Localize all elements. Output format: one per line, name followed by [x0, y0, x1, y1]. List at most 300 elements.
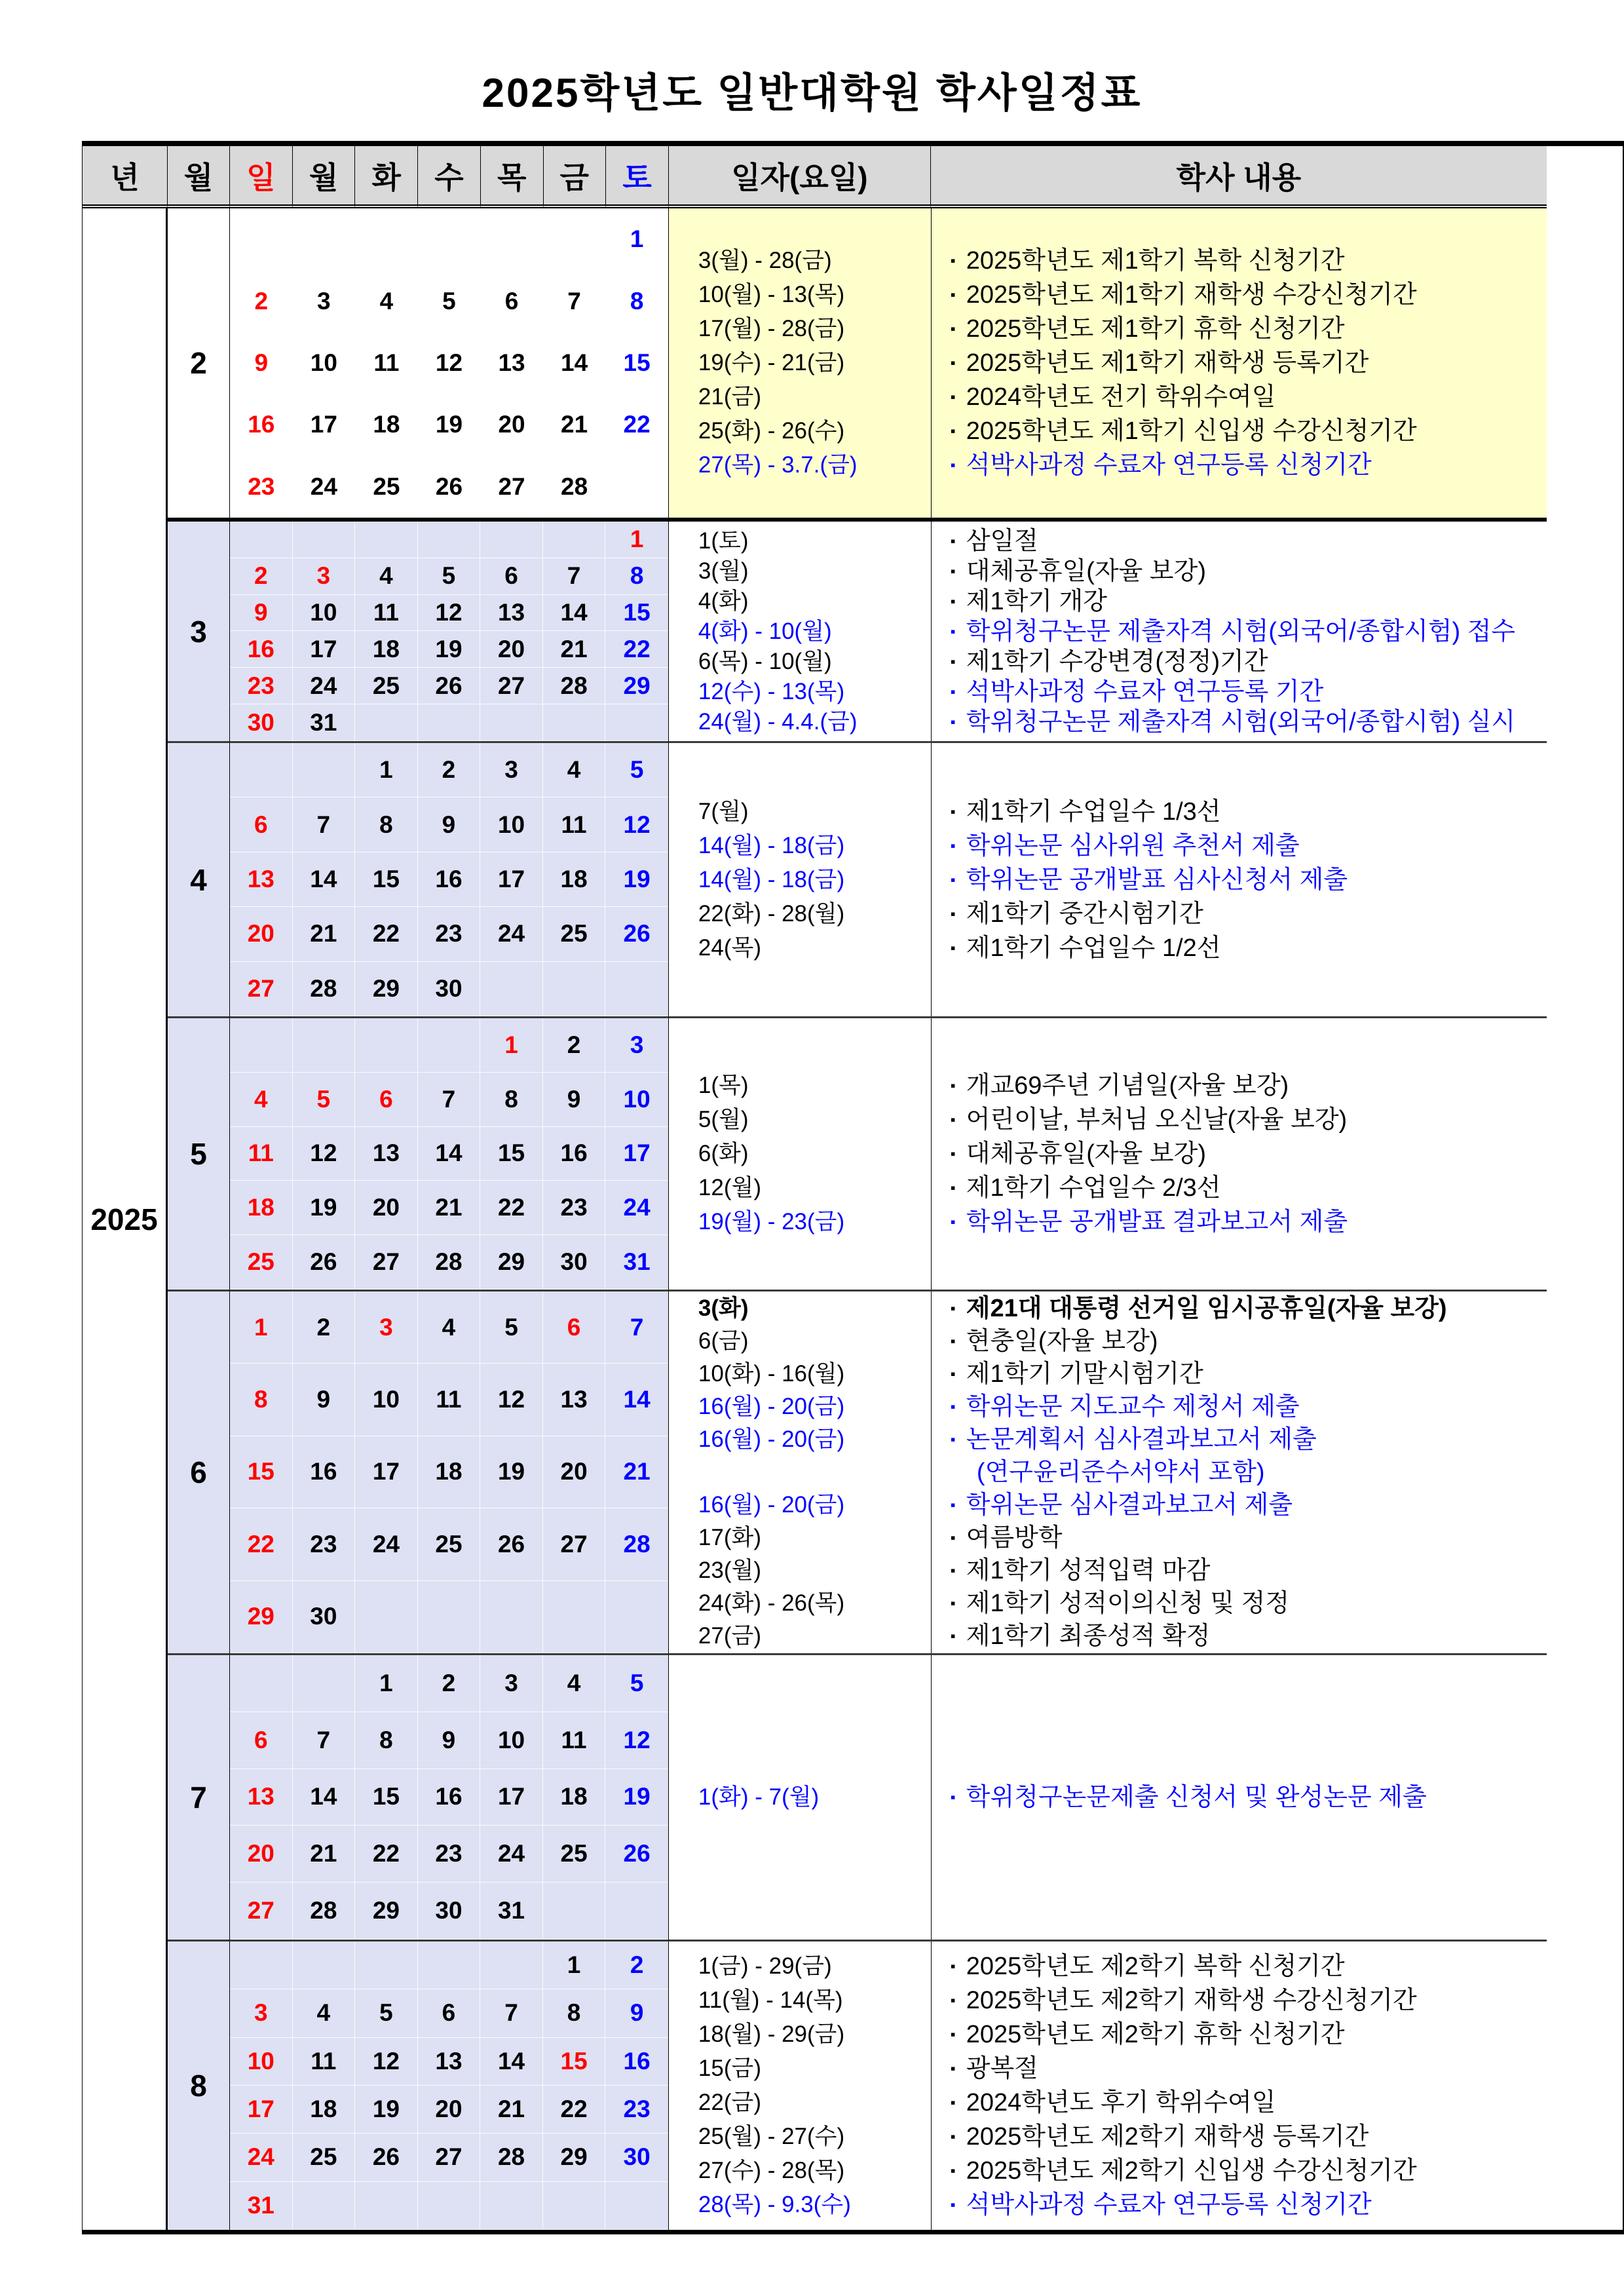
day-cell: 6 [418, 1989, 481, 2037]
day-cell: 15 [623, 349, 651, 376]
item-text: 제1학기 기말시험기간 [966, 1360, 1203, 1388]
header-content: 학사 내용 [931, 146, 1547, 208]
item-line [951, 795, 1547, 829]
day-cell: 9 [230, 595, 293, 632]
header-day-6: 토 [606, 146, 669, 208]
header-year: 년 [83, 146, 168, 208]
day-cell: 21 [605, 1436, 668, 1508]
bullet-square-icon: ▪ [950, 1333, 956, 1349]
calendar-cell-5 [230, 1018, 669, 1292]
day-cell: 27 [230, 962, 293, 1016]
day-cell: 27 [480, 668, 543, 704]
bullet-square-icon: ▪ [950, 713, 956, 730]
day-cell: 10 [480, 797, 543, 852]
item-content [931, 380, 1547, 414]
day-cell: 25 [418, 1508, 481, 1580]
item-text: 2025학년도 제2학기 휴학 신청기간 [966, 2021, 1345, 2048]
day-cell: 16 [543, 1127, 606, 1181]
day-cell [543, 1883, 606, 1940]
day-cell: 17 [480, 852, 543, 907]
bullet-square-icon: ▪ [950, 532, 956, 549]
schedule-item [669, 1171, 1547, 1205]
day-cell: 12 [293, 1127, 356, 1181]
schedule-cell-2 [669, 208, 1547, 522]
schedule-item [669, 2154, 1547, 2188]
item-date: 18(월) - 29(금) [698, 2021, 845, 2047]
item-text: 학위논문 심사위원 추천서 제출 [966, 832, 1300, 860]
day-cell: 9 [254, 349, 269, 376]
item-text: 학위논문 심사결과보고서 제출 [966, 1491, 1293, 1519]
item-text: 논문계획서 심사결과보고서 제출 [966, 1426, 1317, 1453]
calendar-cell-2 [230, 208, 669, 522]
schedule-item [669, 1423, 1547, 1489]
day-cell: 21 [293, 1826, 356, 1883]
item-date: 17(화) [698, 1525, 761, 1550]
day-cell: 5 [418, 558, 481, 595]
item-text: 2025학년도 제2학기 재학생 수강신청기간 [966, 1987, 1417, 2014]
bullet-square-icon: ▪ [950, 1145, 956, 1162]
item-line [951, 931, 1547, 965]
item-content [931, 1949, 1547, 1983]
day-cell: 20 [230, 1826, 293, 1883]
item-line [951, 1325, 1547, 1358]
day-cell: 20 [230, 907, 293, 961]
day-cell: 8 [355, 1712, 418, 1769]
bullet-square-icon: ▪ [950, 653, 956, 670]
day-cell: 13 [230, 852, 293, 907]
item-text: 여름방학 [966, 1524, 1063, 1552]
schedule-item [669, 448, 1547, 482]
day-cell: 26 [435, 472, 463, 500]
day-cell: 4 [543, 743, 606, 797]
day-cell: 26 [293, 1235, 356, 1290]
bullet-square-icon: ▪ [950, 1077, 956, 1094]
day-cell: 30 [418, 1883, 481, 1940]
day-cell: 6 [480, 558, 543, 595]
day-cell: 17 [293, 631, 356, 668]
day-cell: 14 [605, 1364, 668, 1436]
day-cell: 31 [230, 2182, 293, 2230]
day-cell: 10 [310, 349, 337, 376]
item-content [931, 829, 1547, 863]
day-cell: 24 [605, 1181, 668, 1235]
item-content [931, 2154, 1547, 2188]
day-cell: 9 [605, 1989, 668, 2037]
item-date: 25(월) - 27(수) [698, 2124, 845, 2149]
day-cell: 30 [418, 962, 481, 1016]
day-cell: 2 [543, 1018, 606, 1073]
day-cell [355, 704, 418, 741]
day-cell: 3 [317, 287, 331, 315]
day-cell: 31 [605, 1235, 668, 1290]
day-cell: 10 [355, 1364, 418, 1436]
schedule-item [669, 1137, 1547, 1171]
day-cell: 14 [543, 595, 606, 632]
day-cell: 19 [418, 631, 481, 668]
bullet-square-icon: ▪ [950, 1366, 956, 1382]
day-cell: 9 [293, 1364, 356, 1436]
bullet-square-icon: ▪ [950, 1214, 956, 1230]
day-cell: 8 [355, 797, 418, 852]
item-date: 22(화) - 28(월) [698, 900, 845, 927]
day-cell: 26 [605, 1826, 668, 1883]
day-cell: 6 [543, 1292, 606, 1364]
day-cell: 14 [480, 2038, 543, 2086]
day-cell: 18 [418, 1436, 481, 1508]
schedule-cell-3 [669, 522, 1547, 743]
item-content [931, 556, 1547, 586]
schedule-item [669, 526, 1547, 556]
item-content [931, 312, 1547, 346]
year-cell [83, 208, 168, 2230]
item-text: 학위논문 공개발표 심사신청서 제출 [966, 866, 1348, 894]
item-line [951, 2120, 1547, 2154]
item-date: 25(화) - 26(수) [698, 418, 845, 444]
day-cell: 14 [418, 1127, 481, 1181]
day-cell: 3 [293, 558, 356, 595]
bullet-square-icon: ▪ [950, 354, 956, 371]
day-cell: 1 [230, 1292, 293, 1364]
day-cell: 28 [561, 472, 588, 500]
day-cell [355, 1942, 418, 1989]
schedule-item [669, 1554, 1547, 1587]
item-text: 현충일(자율 보강) [966, 1328, 1158, 1355]
header-month: 월 [168, 146, 230, 208]
day-cell: 15 [355, 852, 418, 907]
item-line [951, 414, 1547, 448]
schedule-item [669, 617, 1547, 647]
day-cell: 2 [293, 1292, 356, 1364]
day-cell [418, 522, 481, 558]
month-cell-3: 3 [168, 522, 230, 743]
item-date: 3(월) - 28(금) [698, 248, 832, 273]
day-cell: 14 [561, 349, 588, 376]
day-cell: 16 [248, 411, 275, 438]
item-text: 제1학기 중간시험기간 [966, 900, 1203, 928]
item-line [951, 1292, 1547, 1325]
day-cell: 28 [480, 2133, 543, 2181]
day-cell: 24 [310, 472, 337, 500]
day-cell [543, 208, 606, 270]
item-line [951, 380, 1547, 414]
calendar-cell-6 [230, 1292, 669, 1655]
item-date: 16(월) - 20(금) [698, 1426, 845, 1452]
day-cell: 4 [543, 1655, 606, 1712]
item-line [951, 2188, 1547, 2222]
day-cell: 29 [543, 2133, 606, 2181]
day-cell: 1 [605, 522, 668, 558]
item-text: 2024학년도 후기 학위수여일 [966, 2089, 1276, 2116]
day-cell: 20 [418, 2086, 481, 2133]
bullet-square-icon: ▪ [950, 2026, 956, 2042]
day-cell: 9 [418, 1712, 481, 1769]
schedule-item [669, 931, 1547, 965]
item-content [931, 586, 1547, 617]
day-cell [230, 208, 293, 270]
bullet-square-icon: ▪ [950, 2196, 956, 2213]
item-content [931, 346, 1547, 380]
day-cell: 6 [504, 287, 519, 315]
page-title: 2025학년도 일반대학원 학사일정표 [482, 71, 1142, 116]
item-text: 2025학년도 제1학기 복학 신청기간 [966, 247, 1345, 275]
day-cell: 13 [418, 2038, 481, 2086]
item-content [931, 278, 1547, 312]
bullet-square-icon: ▪ [950, 2094, 956, 2111]
schedule-item [669, 1620, 1547, 1653]
day-cell: 23 [248, 472, 275, 500]
day-cell: 17 [310, 411, 337, 438]
item-date: 1(토) [698, 527, 749, 554]
day-cell: 22 [480, 1181, 543, 1235]
day-cell: 8 [605, 558, 668, 595]
item-line [951, 2086, 1547, 2120]
bullet-square-icon: ▪ [950, 1111, 956, 1128]
day-cell [480, 962, 543, 1016]
day-cell [293, 1942, 356, 1989]
item-content [931, 2120, 1547, 2154]
item-text: 제1학기 최종성적 확정 [966, 1622, 1211, 1650]
item-date: 1(화) - 7(월) [698, 1784, 820, 1810]
schedule-item [669, 1587, 1547, 1620]
day-cell: 27 [230, 1883, 293, 1940]
calendar-cell-7 [230, 1655, 669, 1942]
day-cell: 20 [498, 411, 525, 438]
schedule-item [669, 414, 1547, 448]
item-date: 7(월) [698, 798, 749, 824]
schedule-item [669, 1780, 1547, 1814]
schedule-item [669, 707, 1547, 737]
day-cell: 19 [605, 852, 668, 907]
item-date: 10(월) - 13(목) [698, 282, 845, 307]
item-text: 제1학기 개강 [966, 587, 1107, 615]
item-line [951, 1780, 1547, 1814]
bullet-square-icon: ▪ [950, 562, 956, 579]
day-cell: 21 [418, 1181, 481, 1235]
day-cell [605, 962, 668, 1016]
schedule-item [669, 1205, 1547, 1239]
day-cell [230, 1942, 293, 1989]
day-cell: 24 [230, 2133, 293, 2181]
day-cell: 29 [230, 1581, 293, 1653]
day-cell: 10 [293, 595, 356, 632]
day-cell [293, 1655, 356, 1712]
day-cell [418, 208, 481, 270]
item-date: 22(금) [698, 2090, 761, 2115]
item-content [931, 863, 1547, 897]
month-cell-7: 7 [168, 1655, 230, 1942]
item-text: 제1학기 수업일수 1/2선 [966, 934, 1221, 962]
item-text: 학위청구논문제출 신청서 및 완성논문 제출 [966, 1784, 1427, 1811]
item-content [931, 448, 1547, 482]
item-content [931, 1390, 1547, 1423]
day-cell: 15 [230, 1436, 293, 1508]
bullet-square-icon: ▪ [950, 1628, 956, 1644]
day-cell [355, 208, 418, 270]
day-cell [605, 1883, 668, 1940]
item-line [951, 526, 1547, 556]
item-line [951, 1489, 1547, 1521]
day-cell: 11 [543, 797, 606, 852]
day-cell: 23 [543, 1181, 606, 1235]
day-cell [543, 1581, 606, 1653]
day-cell: 11 [543, 1712, 606, 1769]
day-cell: 15 [543, 2038, 606, 2086]
bullet-square-icon: ▪ [950, 320, 956, 337]
schedule-cell-7 [669, 1655, 1547, 1942]
day-cell: 21 [293, 907, 356, 961]
item-content [931, 897, 1547, 931]
day-cell: 18 [543, 1769, 606, 1826]
day-cell: 13 [355, 1127, 418, 1181]
day-cell: 18 [355, 631, 418, 668]
item-content [931, 2188, 1547, 2222]
day-cell: 7 [605, 1292, 668, 1364]
day-cell: 28 [418, 1235, 481, 1290]
calendar-grid-3 [230, 522, 668, 741]
day-cell [480, 1942, 543, 1989]
day-cell [418, 704, 481, 741]
day-cell: 12 [355, 2038, 418, 2086]
day-cell [543, 522, 606, 558]
day-cell: 22 [230, 1508, 293, 1580]
day-cell: 21 [561, 411, 588, 438]
bullet-square-icon: ▪ [950, 1958, 956, 1974]
day-cell: 19 [435, 411, 463, 438]
item-line [951, 677, 1547, 707]
item-content [931, 1983, 1547, 2018]
item-text-line2: (연구윤리준수서약서 포함) [976, 1459, 1265, 1486]
day-cell: 19 [293, 1181, 356, 1235]
item-text: 학위논문 지도교수 제청서 제출 [966, 1393, 1300, 1421]
item-text: 제21대 대통령 선거일 임시공휴일(자율 보강) [966, 1295, 1447, 1322]
item-line [951, 244, 1547, 278]
day-cell: 8 [230, 1364, 293, 1436]
item-content [931, 414, 1547, 448]
item-date: 24(화) - 26(목) [698, 1590, 845, 1616]
bullet-square-icon: ▪ [950, 457, 956, 473]
day-cell: 30 [543, 1235, 606, 1290]
item-date: 16(월) - 20(금) [698, 1394, 845, 1419]
day-cell [230, 522, 293, 558]
item-date: 12(수) - 13(목) [698, 678, 845, 704]
day-cell [543, 704, 606, 741]
item-text: 학위청구논문 제출자격 시험(외국어/종합시험) 실시 [966, 708, 1516, 736]
day-cell: 2 [230, 558, 293, 595]
day-cell: 28 [293, 962, 356, 1016]
item-text: 2025학년도 제2학기 복학 신청기간 [966, 1953, 1345, 1980]
schedule-item [669, 677, 1547, 707]
day-cell: 10 [230, 2038, 293, 2086]
item-date: 5(월) [698, 1107, 749, 1132]
day-cell: 8 [630, 287, 644, 315]
item-content [931, 795, 1547, 829]
day-cell: 16 [605, 2038, 668, 2086]
day-cell: 22 [543, 2086, 606, 2133]
day-cell: 7 [567, 287, 581, 315]
item-date: 12(월) [698, 1175, 761, 1200]
day-cell: 29 [605, 668, 668, 704]
day-cell: 13 [230, 1769, 293, 1826]
item-date: 27(목) - 3.7.(금) [698, 452, 858, 478]
item-content [931, 1171, 1547, 1205]
day-cell: 12 [435, 349, 463, 376]
item-content [931, 2018, 1547, 2052]
day-cell: 23 [605, 2086, 668, 2133]
day-cell: 4 [418, 1292, 481, 1364]
item-line [951, 1620, 1547, 1653]
day-cell [605, 456, 668, 518]
day-cell: 23 [418, 1826, 481, 1883]
day-cell: 24 [480, 1826, 543, 1883]
day-cell: 2 [254, 287, 269, 315]
day-cell [355, 522, 418, 558]
calendar-grid-4 [230, 743, 668, 1016]
item-content [931, 1489, 1547, 1521]
schedule-item [669, 897, 1547, 931]
item-date: 4(화) [698, 588, 749, 614]
item-text: 2025학년도 제1학기 신입생 수강신청기간 [966, 417, 1417, 445]
item-content [931, 1103, 1547, 1137]
item-text: 2025학년도 제2학기 신입생 수강신청기간 [966, 2157, 1417, 2185]
academic-calendar-table [82, 141, 1624, 2234]
schedule-item [669, 647, 1547, 677]
day-cell: 11 [293, 2038, 356, 2086]
item-date: 16(월) - 20(금) [698, 1492, 845, 1518]
item-text: 2024학년도 전기 학위수여일 [966, 383, 1276, 411]
item-line [951, 617, 1547, 647]
day-cell: 7 [418, 1073, 481, 1127]
item-content [931, 617, 1547, 647]
day-cell [230, 1655, 293, 1712]
day-cell: 7 [543, 558, 606, 595]
day-cell: 29 [355, 1883, 418, 1940]
day-cell: 23 [418, 907, 481, 961]
bullet-square-icon: ▪ [950, 939, 956, 956]
day-cell: 11 [355, 595, 418, 632]
item-text: 대체공휴일(자율 보강) [966, 1140, 1206, 1168]
bullet-square-icon: ▪ [950, 2162, 956, 2179]
schedule-item [669, 380, 1547, 414]
item-line [951, 1069, 1547, 1103]
day-cell: 12 [418, 595, 481, 632]
item-date: 14(월) - 18(금) [698, 832, 845, 858]
day-cell: 3 [605, 1018, 668, 1073]
item-content [931, 1423, 1547, 1489]
item-content [931, 1587, 1547, 1620]
item-text: 개교69주년 기념일(자율 보강) [966, 1072, 1289, 1100]
day-cell: 27 [498, 472, 525, 500]
item-text: 제1학기 성적이의신청 및 정정 [966, 1590, 1290, 1617]
item-line [951, 556, 1547, 586]
day-cell: 27 [355, 1235, 418, 1290]
month-cell-2: 2 [168, 208, 230, 522]
day-cell: 25 [543, 1826, 606, 1883]
bullet-square-icon: ▪ [950, 1179, 956, 1196]
item-date: 1(금) - 29(금) [698, 1953, 832, 1979]
bullet-square-icon: ▪ [950, 252, 956, 269]
day-cell: 3 [480, 743, 543, 797]
day-cell: 4 [230, 1073, 293, 1127]
day-cell: 30 [293, 1581, 356, 1653]
calendar-cell-3 [230, 522, 669, 743]
bullet-square-icon: ▪ [950, 1992, 956, 2008]
day-cell: 7 [480, 1989, 543, 2037]
bullet-square-icon: ▪ [950, 592, 956, 609]
item-date: 14(월) - 18(금) [698, 866, 845, 892]
day-cell: 26 [355, 2133, 418, 2181]
schedule-item [669, 863, 1547, 897]
item-text: 석박사과정 수료자 연구등록 신청기간 [966, 2191, 1372, 2219]
